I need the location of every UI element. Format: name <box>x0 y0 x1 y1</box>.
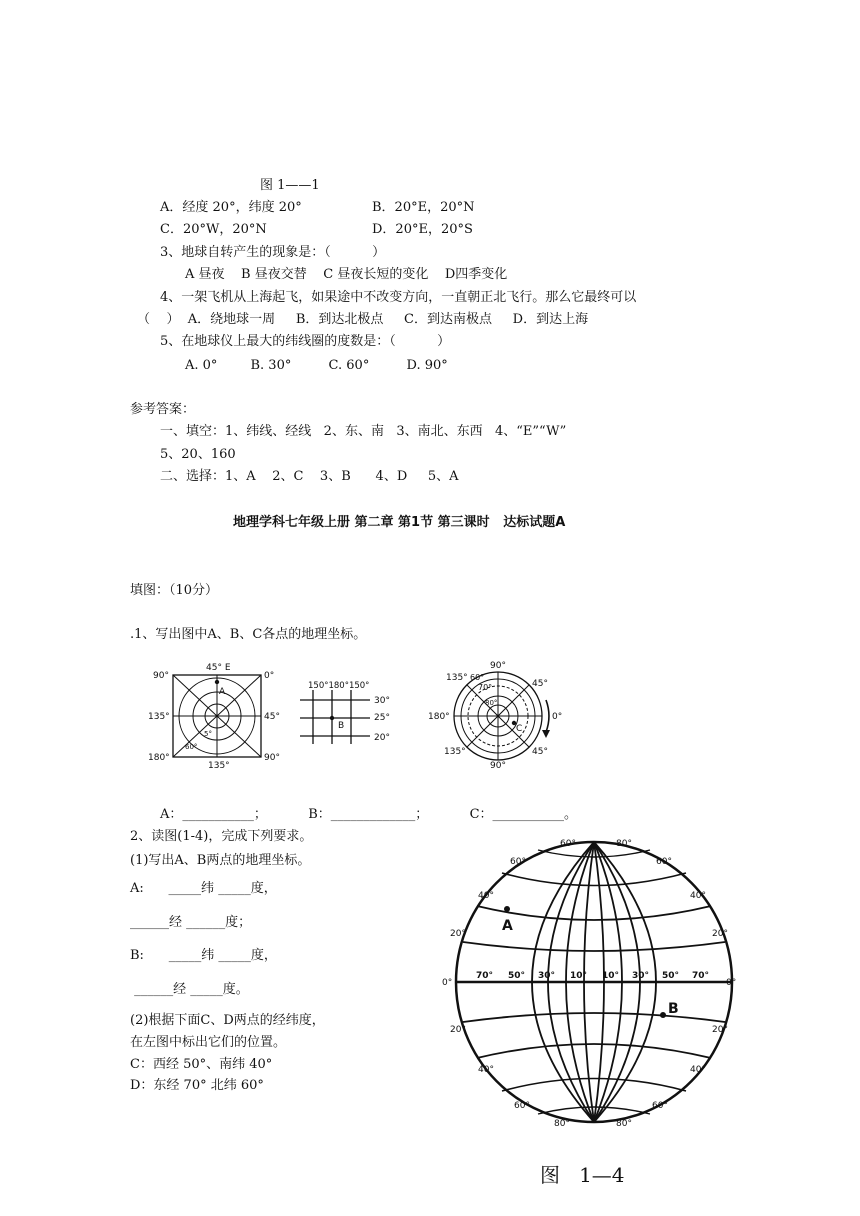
p2-sub1: (1)写出A、B两点的地理坐标。 <box>130 853 311 868</box>
globe-left-20s: 20° <box>450 1025 466 1035</box>
q3-stem: 3、地球自转产生的现象是：（ ） <box>160 245 386 260</box>
fig-a-mr-label: 45° <box>264 712 280 722</box>
globe-eq-1: 70° <box>476 971 494 981</box>
fig-a-point-label: A <box>219 687 226 697</box>
fig-a-ml-label: 135° <box>148 712 170 722</box>
p2-a-line1: A: _____纬 _____度， <box>130 881 277 896</box>
answers-choice: 二、选择：1、A 2、C 3、B 4、D 5、A <box>160 469 459 484</box>
globe-right-0: 0° <box>726 978 737 988</box>
fig-b-point-label: B <box>338 721 345 731</box>
section-title: 地理学科七年级上册 第二章 第1节 第三课时 达标试题A <box>233 515 566 530</box>
globe-bottom-2: 80° <box>616 1119 632 1129</box>
globe-point-b: B <box>668 1001 679 1017</box>
figure-a-square-grid <box>148 660 283 770</box>
fig-c-inner-2: 70° <box>478 683 493 692</box>
p2-point-d: D：东经 70° 北纬 60° <box>130 1078 264 1093</box>
globe-left-40n: 40° <box>478 891 494 901</box>
globe-right-20n: 20° <box>712 929 728 939</box>
globe-upper-left: 60° <box>510 857 526 867</box>
p2-point-c: C：西经 50°、南纬 40° <box>130 1057 273 1072</box>
fig-b-top-label: 150°180°150° <box>308 681 370 691</box>
fig-b-row2: 25° <box>374 713 390 723</box>
globe-top-2: 80° <box>616 839 632 849</box>
globe-eq-6: 30° <box>632 971 650 981</box>
globe-figure <box>440 832 740 1132</box>
globe-right-40s: 40° <box>690 1065 706 1075</box>
fig-a-inner-2: 60° <box>185 743 198 751</box>
fig-c-point-label: C <box>516 724 523 734</box>
globe-point-a: A <box>502 918 513 934</box>
fig-a-br-label: 90° <box>264 753 280 763</box>
p2-sub2-line2: 在左图中标出它们的位置。 <box>130 1035 287 1050</box>
fig-c-top-label: 90° <box>490 661 506 671</box>
fig-a-tr-label: 0° <box>264 671 275 681</box>
fig-c-bc-label: 90° <box>490 761 506 771</box>
fig-a-bl-label: 180° <box>148 753 170 763</box>
figure-b-grid <box>298 678 408 758</box>
fill-heading: 填图：（10分） <box>130 583 219 598</box>
p2-b-line1: B: _____纬 _____度， <box>130 948 277 963</box>
globe-bottom-1: 80° <box>554 1119 570 1129</box>
option-a: A．经度 20°，纬度 20° <box>160 200 302 215</box>
fig-c-ml-label: 180° <box>428 712 450 722</box>
fig-a-bc-label: 135° <box>208 761 230 771</box>
globe-bottom-right: 60° <box>652 1101 668 1111</box>
globe-eq-3: 30° <box>538 971 556 981</box>
fig-c-inner-3: 80° <box>485 699 498 707</box>
q5-stem: 5、在地球仪上最大的纬线圈的度数是：（ ） <box>160 334 451 349</box>
q4-stem: 4、一架飞机从上海起飞，如果途中不改变方向，一直朝正北飞行。那么它最终可以 <box>160 290 637 305</box>
globe-caption: 图 1—4 <box>540 1163 625 1187</box>
globe-eq-8: 70° <box>692 971 710 981</box>
globe-left-40s: 40° <box>478 1065 494 1075</box>
fig-a-inner-1: 5° <box>204 730 212 738</box>
fig-c-tr-label: 45° <box>532 679 548 689</box>
globe-left-0: 0° <box>442 978 453 988</box>
p1-answer-line: A：___________； B：_____________； C：___________。 <box>160 807 578 822</box>
option-b: B．20°E，20°N <box>372 200 475 215</box>
globe-right-20s: 20° <box>712 1025 728 1035</box>
figure-caption: 图 1——1 <box>260 178 320 193</box>
q4-options: （ ） A．绕地球一周 B．到达北极点 C．到达南极点 D．到达上海 <box>137 312 589 327</box>
globe-upper-right: 60° <box>656 857 672 867</box>
fig-a-tl-label: 90° <box>153 671 169 681</box>
fig-c-bl-label: 135° <box>444 747 466 757</box>
figure-c-polar <box>428 658 568 771</box>
answers-heading: 参考答案： <box>130 402 196 417</box>
fig-b-row1: 30° <box>374 696 390 706</box>
option-c: C．20°W，20°N <box>160 222 267 237</box>
p1-stem: .1、写出图中A、B、C各点的地理坐标。 <box>130 627 367 642</box>
globe-eq-7: 50° <box>662 971 680 981</box>
q3-options: A 昼夜 B 昼夜交替 C 昼夜长短的变化 D四季变化 <box>185 267 508 282</box>
fig-c-mr-label: 0° <box>552 712 563 722</box>
globe-left-20n: 20° <box>450 929 466 939</box>
option-d: D．20°E，20°S <box>372 222 473 237</box>
fig-c-br-label: 45° <box>532 747 548 757</box>
p2-b-line2: ______经 _____度。 <box>130 982 249 997</box>
fig-a-top-label: 45° E <box>206 663 231 673</box>
globe-eq-4: 10° <box>570 971 588 981</box>
globe-right-40n: 40° <box>690 891 706 901</box>
globe-bottom-left: 60° <box>514 1101 530 1111</box>
fig-c-inner-1: 60° <box>470 673 485 682</box>
globe-top-1: 60° <box>560 839 576 849</box>
p2-a-line2: ______经 ______度； <box>130 915 252 930</box>
answers-fill-2: 5、20、160 <box>160 447 236 462</box>
globe-eq-2: 50° <box>508 971 526 981</box>
globe-eq-5: 10° <box>602 971 620 981</box>
q5-options: A. 0° B. 30° C. 60° D. 90° <box>185 358 448 373</box>
p2-sub2-line1: (2)根据下面C、D两点的经纬度， <box>130 1013 325 1028</box>
fig-c-tl-label: 135° <box>446 673 468 683</box>
fig-b-row3: 20° <box>374 733 390 743</box>
p2-stem: 2、读图(1-4)，完成下列要求。 <box>130 829 313 844</box>
answers-fill-1: 一、填空：1、纬线、经线 2、东、南 3、南北、东西 4、“E”“W” <box>160 424 567 439</box>
